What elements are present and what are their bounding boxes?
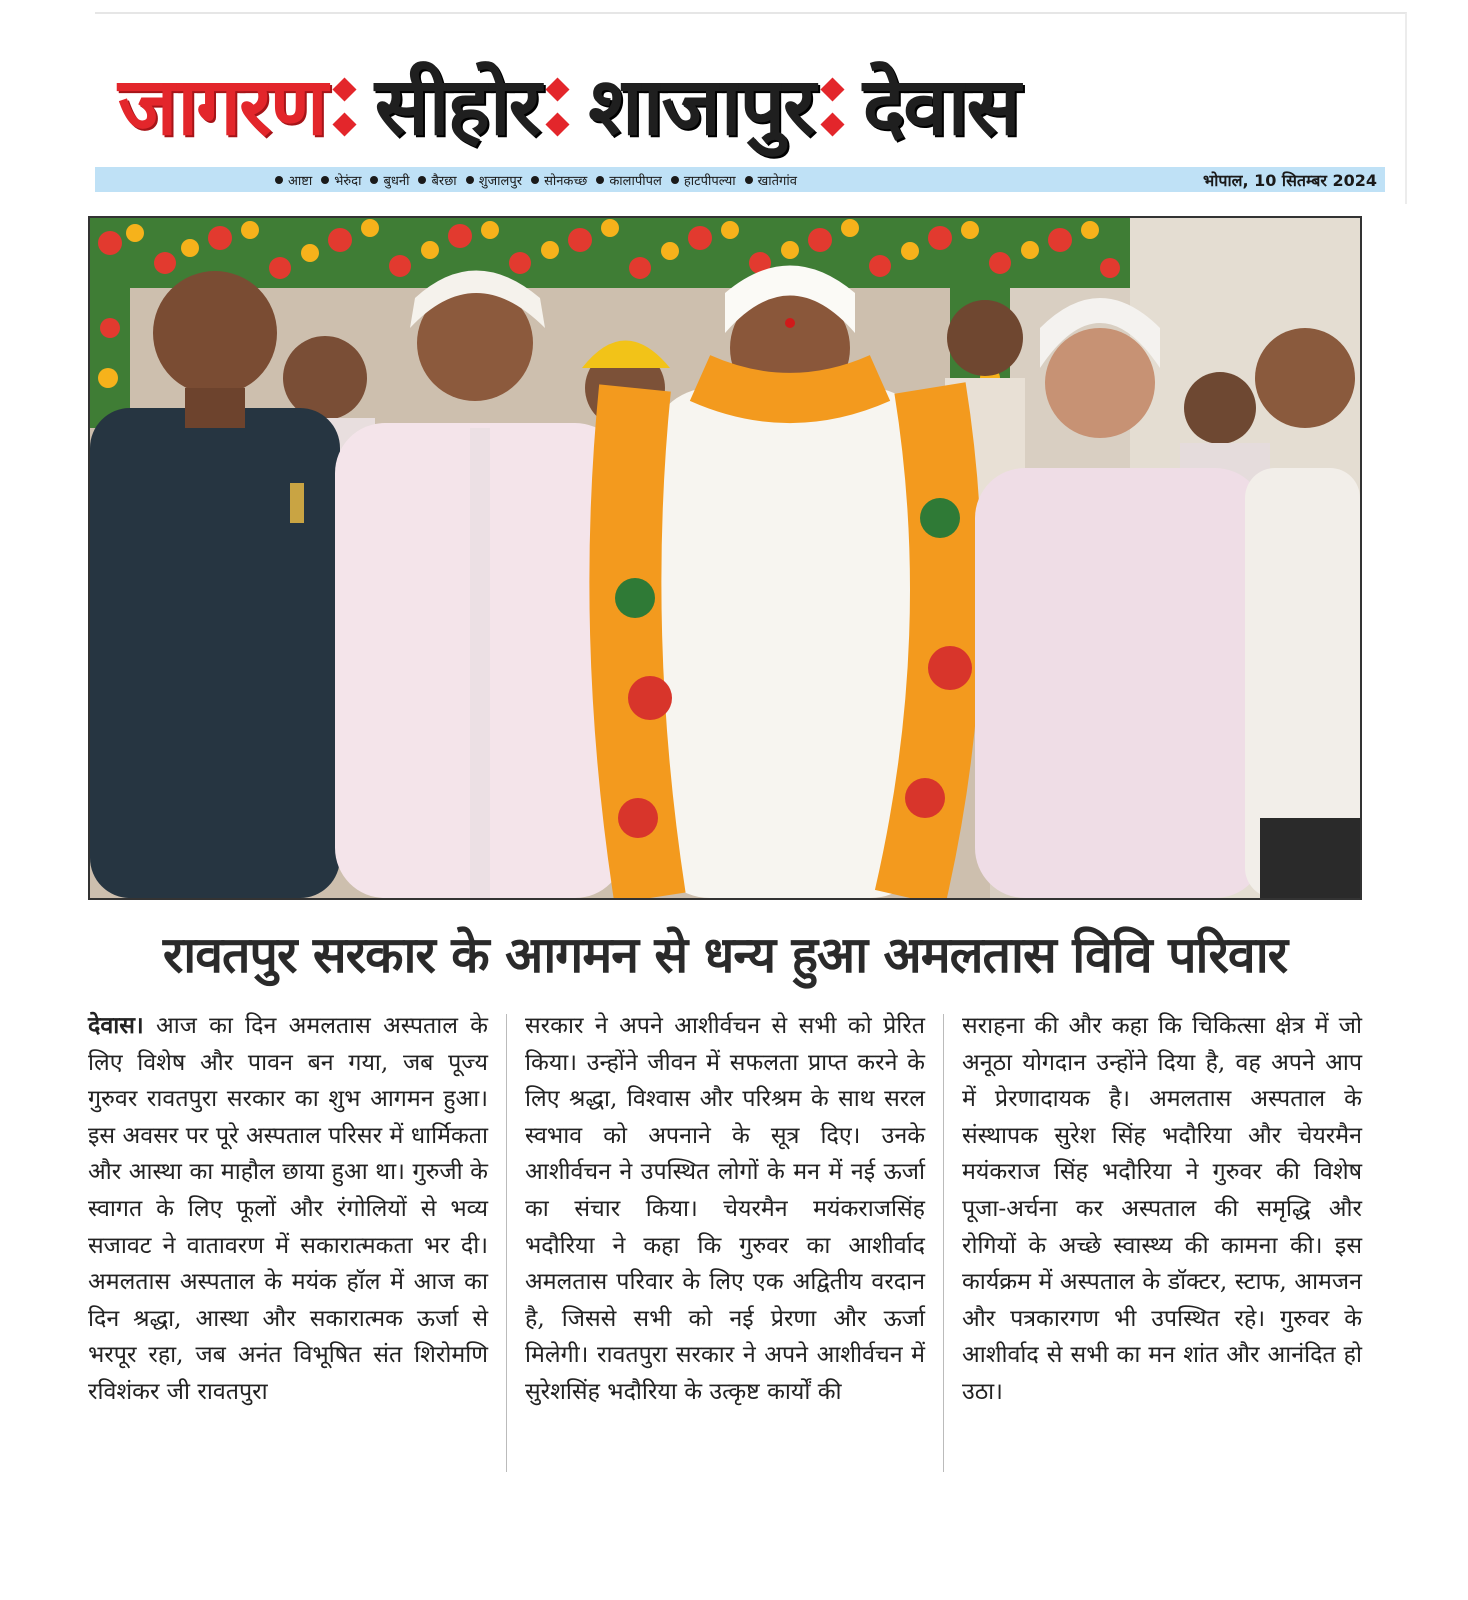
town-item: शुजालपुर bbox=[466, 171, 522, 189]
edition-dateline: भोपाल, 10 सितम्बर 2024 bbox=[1202, 170, 1377, 190]
town-list bbox=[275, 171, 806, 189]
article-body bbox=[88, 1008, 1362, 1478]
masthead-separator bbox=[336, 72, 353, 142]
masthead-city-dewas: देवास bbox=[862, 60, 1019, 153]
town-item: सोनकच्छ bbox=[531, 171, 587, 189]
masthead-city-sehore: सीहोर bbox=[374, 60, 540, 153]
town-item: भेरुंदा bbox=[321, 171, 361, 189]
column-divider bbox=[506, 1014, 507, 1472]
town-item: कालापीपल bbox=[596, 171, 661, 189]
town-item: खातेगांव bbox=[745, 171, 797, 189]
masthead-separator bbox=[824, 72, 841, 142]
column-divider bbox=[943, 1014, 944, 1472]
town-item: आष्टा bbox=[275, 171, 312, 189]
article-headline: रावतपुर सरकार के आगमन से धन्य हुआ अमलतास विवि परिवार bbox=[162, 926, 1288, 984]
town-item: बैरछा bbox=[418, 171, 456, 189]
masthead-brand: जागरण bbox=[118, 60, 326, 153]
article-dateline: देवास। bbox=[88, 1012, 144, 1039]
article-column-2: सरकार ने अपने आशीर्वचन से सभी को प्रेरित किया। उन्होंने जीवन में सफलता प्राप्त करने के लिए श्रद्धा, विश्वास और परिश्रम के साथ सरल स्वभाव को अपनाने के सूत्र दिए। उनके आशीर्वचन ने उपस्थित लोगों के मन में नई ऊर्जा का संचार किया। चेयरमैन मयंकराजसिंह भदौरिया ने कहा कि गुरुवर का आशीर्वाद अमलतास परिवार के लिए एक अद्वितीय वरदान है, जिससे सभी को नई प्रेरणा और ऊर्जा मिलेगी। रावतपुरा सरकार ने अपने आशीर्वचन में सुरेशसिंह भदौरिया के उत्कृष्ट कार्यों की bbox=[525, 1012, 925, 1405]
masthead bbox=[118, 52, 1268, 162]
edition-strip bbox=[95, 167, 1385, 192]
town-item: बुधनी bbox=[370, 171, 409, 189]
news-photo bbox=[88, 216, 1362, 900]
photo-illustration bbox=[90, 218, 1360, 898]
masthead-city-shajapur: शाजापुर bbox=[588, 60, 814, 153]
masthead-separator bbox=[549, 72, 566, 142]
article-column-1-text: आज का दिन अमलतास अस्पताल के लिए विशेष और पावन बन गया, जब पूज्य गुरुवर रावतपुरा सरकार का शुभ आगमन हुआ। इस अवसर पर पूरे अस्पताल परिसर में धार्मिकता और आस्था का माहौल छाया हुआ था। गुरुजी के स्वागत के लिए फूलों और रंगोलियों से भव्य सजावट ने वातावरण में सकारात्मकता भर दी। अमलतास अस्पताल के मयंक हॉल में आज का दिन श्रद्धा, आस्था और सकारात्मक ऊर्जा से भरपूर रहा, जब अनंत विभूषित संत शिरोमणि रविशंकर जी रावतपुरा bbox=[88, 1012, 488, 1405]
article-column-1 bbox=[88, 1008, 488, 1478]
article-column-3: सराहना की और कहा कि चिकित्सा क्षेत्र में जो अनूठा योगदान उन्होंने दिया है, वह अपने आप में प्रेरणादायक है। अमलतास अस्पताल के संस्थापक सुरेश सिंह भदौरिया और चेयरमैन मयंकराज सिंह भदौरिया ने गुरुवर की विशेष पूजा-अर्चना कर अस्पताल की समृद्धि और रोगियों के अच्छे स्वास्थ्य की कामना की। इस कार्यक्रम में अस्पताल के डॉक्टर, स्टाफ, आमजन और पत्रकारगण भी उपस्थित रहे। गुरुवर के आशीर्वाद से सभी का मन शांत और आनंदित हो उठा। bbox=[962, 1012, 1362, 1405]
town-item: हाटपीपल्या bbox=[671, 171, 736, 189]
